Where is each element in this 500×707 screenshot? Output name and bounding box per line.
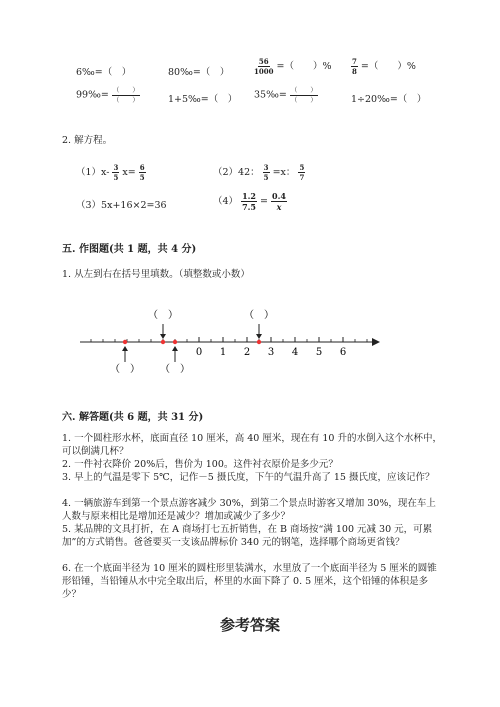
item-99-permille: 99‰= $\frac{( )}{( )}$ — [76, 86, 139, 104]
bracket-top-1: （ ） — [148, 310, 178, 321]
equation-3: （3）5x+16×2=36 — [76, 200, 167, 211]
bracket-bottom-2: （ ） — [160, 364, 190, 375]
item-35-permille: 35‰= $\frac{( )}{( )}$ — [254, 86, 317, 104]
question-2: 2. 一件衬衣降价 20%后，售价为 100。这件衬衣原价是多少元？ — [62, 459, 338, 470]
item-80-permille: 80‰=（ ） — [168, 67, 230, 78]
tick-label: 0 — [195, 347, 203, 358]
number-line-arrowhead — [372, 338, 380, 346]
question-4: 4. 一辆旅游车到第一个景点游客减少 30%，到第二个景点时游客又增加 30%，现在车上人数与原来相比是增加还是减少？增加或减少了多少？ — [62, 498, 436, 522]
bracket-bottom-1: （ ） — [110, 364, 140, 375]
red-point — [123, 340, 127, 344]
section-6-title: 六. 解答题(共 6 题，共 31 分) — [62, 412, 204, 423]
question-1: 1. 一个圆柱形水杯，底面直径 10 厘米，高 40 厘米，现在有 10 升的水倒入这个水杯中，可以倒满几杯？ — [62, 433, 442, 457]
arrow-up-head — [172, 346, 178, 351]
red-point — [173, 340, 177, 344]
section-5-question-1: 1. 从左到右在括号里填数。（填整数或小数） — [62, 269, 250, 280]
question-5: 5. 某品牌的文具打折，在 A 商场打七五折销售，在 B 商场按“满 100 元减 30 元，可累加”的方式销售。爸爸要买一支该品牌标价 340 元的钢笔，选择哪个商场更省钱？ — [62, 524, 433, 548]
solve-heading: 2. 解方程。 — [62, 135, 113, 146]
arrow-down-head — [256, 334, 262, 339]
question-6: 6. 在一个底面半径为 10 厘米的圆柱形里装满水，水里放了一个底面半径为 5 厘米的圆锥形铅锤，当铅锤从水中完全取出后，杯里的水面下降了 0. 5 厘米，这个铅锤的体积是多少？ — [62, 563, 437, 600]
item-1-div-20-permille: 1÷20‰=（ ） — [351, 94, 427, 105]
answer-title: 参考答案 — [219, 616, 280, 634]
item-1-plus-5-permille: 1+5‰=（ ） — [168, 94, 238, 105]
equation-1: （1）x- $\frac{3}{5}$ x= $\frac{6}{5}$ — [76, 163, 145, 182]
tick-label: 6 — [339, 347, 347, 358]
tick-label: 5 — [315, 347, 323, 358]
tick-label: 4 — [291, 347, 299, 358]
question-3: 3. 早上的气温是零下 5℃，记作－5 摄氏度，下午的气温升高了 15 摄氏度，应该记作？ — [62, 472, 435, 483]
bracket-top-2: （ ） — [244, 310, 274, 321]
arrow-up-head — [122, 346, 128, 351]
tick-label: 2 — [243, 347, 251, 358]
equation-4: （4） $\frac{1.2}{7.5}$ = $\frac{0.4}{x}$ — [213, 191, 286, 212]
red-point — [257, 340, 261, 344]
number-line-figure — [0, 300, 500, 380]
tick-label: 3 — [267, 347, 275, 358]
section-5-title: 五. 作图题(共 1 题，共 4 分) — [62, 244, 197, 255]
red-point — [161, 340, 165, 344]
item-7-over-8: $\frac{7}{8}$ =（ ）% — [352, 57, 416, 76]
equation-2: （2）42： $\frac{3}{5}$ =x： $\frac{5}{7}$ — [213, 163, 305, 182]
arrow-down-head — [160, 334, 166, 339]
item-6-permille: 6‰=（ ） — [76, 67, 132, 78]
item-56-over-1000: $\frac{56}{1000}$ =（ ）% — [254, 57, 332, 76]
tick-label: 1 — [219, 347, 227, 358]
